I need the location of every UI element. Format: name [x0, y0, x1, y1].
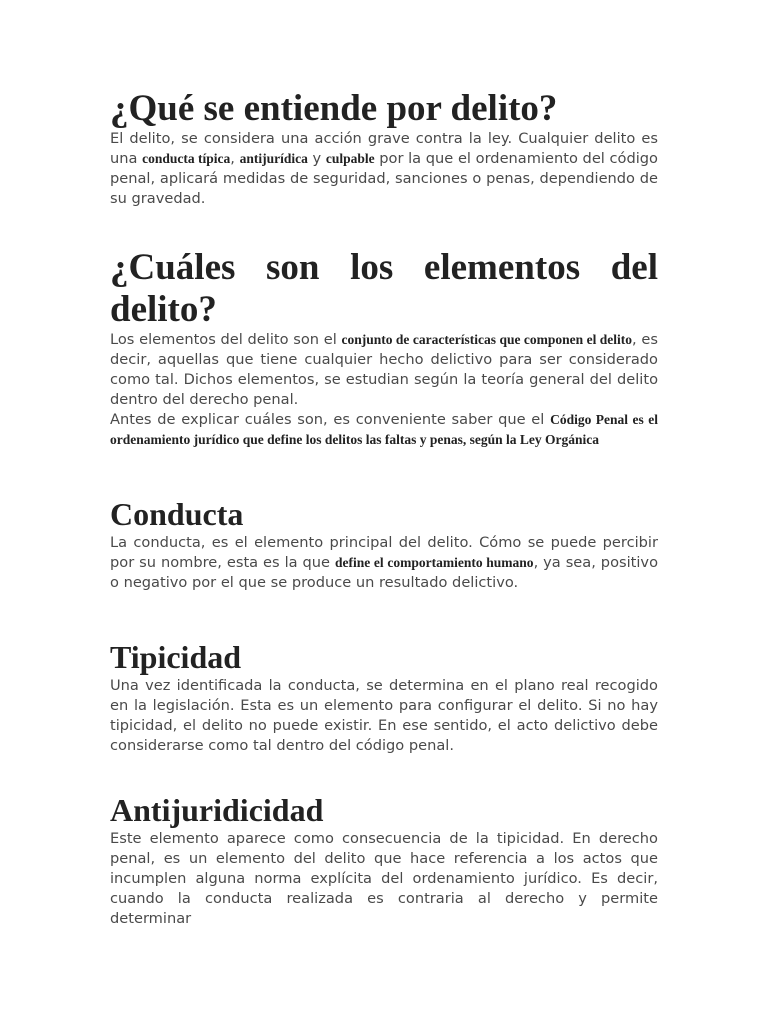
text-span: , ya sea, positivo o negativo por el que se produce un resultado delictivo.	[110, 554, 658, 592]
text-span: , es decir, aquellas que tiene cualquier hecho delictivo para ser considerado como tal. Dichos elementos, se estudian según la teoría general del delito dentro del derecho penal.	[110, 331, 658, 409]
heading-line-2: delito?	[110, 288, 217, 330]
heading-conducta: Conducta	[110, 496, 244, 533]
paragraph-conducta	[110, 533, 658, 593]
heading-antijuridicidad: Antijuridicidad	[110, 791, 324, 828]
text-span: La conducta, es el elemento principal del delito. Cómo se puede percibir por su nombre, esta es la que	[110, 534, 658, 572]
bold-conducta-tipica: conducta típica	[142, 151, 231, 167]
paragraph-elementos	[110, 330, 658, 410]
text-span: Los elementos del delito son el	[110, 331, 342, 349]
heading-tipicidad: Tipicidad	[110, 639, 242, 676]
paragraph-antijuridicidad: Este elemento aparece como consecuencia de la tipicidad. En derecho penal, es un elemento del delito que hace referencia a los actos que incumplen alguna norma explícita del ordenamiento jurídico. Es decir, cuando la conducta realizada es contraria al derecho y permite determinar	[110, 829, 658, 927]
heading-que-es-delito: ¿Qué se entiende por delito?	[110, 88, 558, 129]
text-span: por la que el ordenamiento del código penal, aplicará medidas de seguridad, sanciones o penas, dependiendo de su gravedad.	[110, 150, 658, 208]
text-span: y	[307, 150, 326, 168]
bold-comportamiento-humano: define el comportamiento humano	[335, 555, 534, 571]
bold-codigo-penal: Código Penal es el ordenamiento jurídico que define los delitos las faltas y penas, según la Ley Orgánica	[110, 412, 658, 448]
bold-antijuridica: antijurídica	[239, 151, 308, 167]
bold-conjunto-caracteristicas: conjunto de características que componen el delito	[341, 332, 633, 348]
bold-culpable: culpable	[325, 151, 375, 167]
document-content	[110, 88, 658, 929]
paragraph-definicion-delito	[110, 129, 658, 209]
text-span: ,	[230, 150, 240, 168]
heading-elementos-delito	[110, 247, 658, 330]
paragraph-tipicidad: Una vez identificada la conducta, se determina en el plano real recogido en la legislación. Esta es un elemento para configurar el delito. Si no hay tipicidad, el delito no puede existir. En ese sentido, el acto delictivo debe considerarse como tal dentro del código penal.	[110, 676, 658, 754]
text-span: El delito, se considera una acción grave contra la ley. Cualquier delito es una	[110, 130, 658, 168]
text-span: Antes de explicar cuáles son, es conveniente saber que el	[110, 411, 551, 429]
heading-line-1: ¿Cuáles son los elementos del	[110, 247, 658, 289]
paragraph-codigo-penal	[110, 410, 658, 450]
